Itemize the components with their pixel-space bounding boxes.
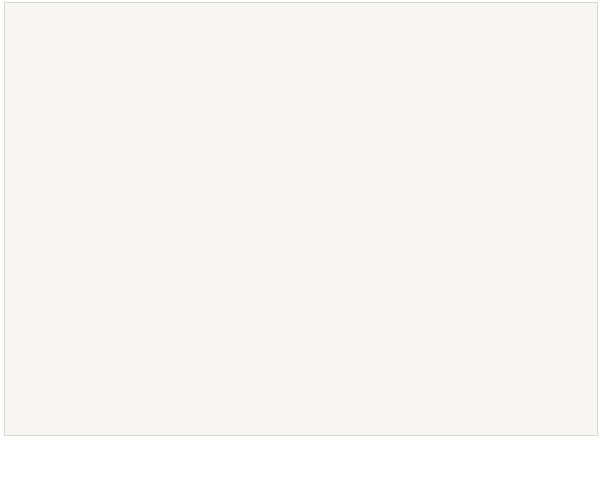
archival-document (4, 2, 598, 436)
